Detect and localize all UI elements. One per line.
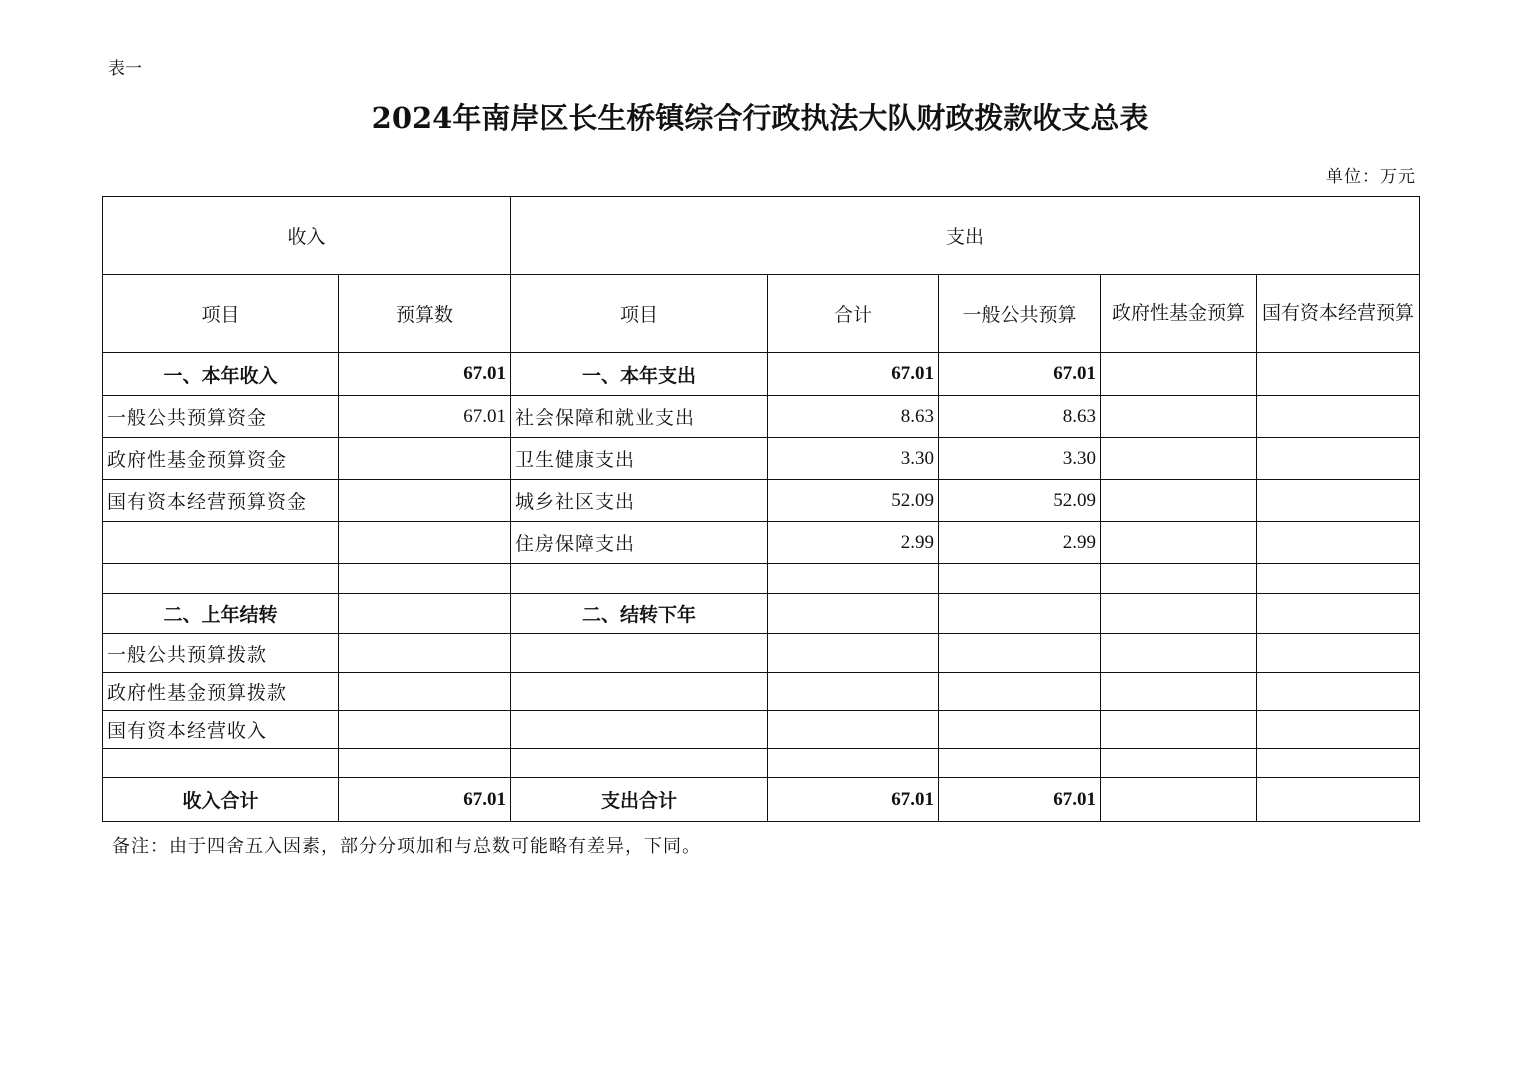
total-cell: 52.09 (768, 480, 939, 522)
gov-fund-cell (1101, 749, 1257, 778)
expense-item-cell: 住房保障支出 (511, 522, 768, 564)
income-value-cell (339, 749, 511, 778)
expense-header: 支出 (511, 197, 1420, 275)
state-capital-cell (1257, 711, 1420, 749)
expense-item-cell (511, 749, 768, 778)
general-public-cell (939, 711, 1101, 749)
gov-fund-cell (1101, 480, 1257, 522)
gov-fund-cell (1101, 634, 1257, 673)
income-item-header: 项目 (103, 275, 339, 353)
expense-item-cell: 一、本年支出 (511, 353, 768, 396)
income-value-cell: 67.01 (339, 353, 511, 396)
total-cell: 67.01 (768, 778, 939, 822)
state-capital-cell (1257, 438, 1420, 480)
table-row (103, 522, 1420, 564)
expense-item-cell: 二、结转下年 (511, 594, 768, 634)
general-public-cell (939, 594, 1101, 634)
expense-item-cell: 社会保障和就业支出 (511, 396, 768, 438)
general-public-cell: 2.99 (939, 522, 1101, 564)
table-row (103, 396, 1420, 438)
total-cell (768, 594, 939, 634)
page-title: 2024年南岸区长生桥镇综合行政执法大队财政拨款收支总表 (371, 101, 1149, 135)
gov-fund-cell (1101, 711, 1257, 749)
income-item-cell: 政府性基金预算拨款 (103, 673, 339, 711)
general-public-cell (939, 564, 1101, 594)
general-public-cell: 67.01 (939, 778, 1101, 822)
income-item-cell: 一、本年收入 (103, 353, 339, 396)
table-row (103, 634, 1420, 673)
income-budget-header: 预算数 (339, 275, 511, 353)
income-item-cell: 二、上年结转 (103, 594, 339, 634)
gov-fund-cell (1101, 673, 1257, 711)
table-row (103, 480, 1420, 522)
gov-fund-cell (1101, 353, 1257, 396)
income-value-cell: 67.01 (339, 778, 511, 822)
footnote: 备注：由于四舍五入因素，部分分项加和与总数可能略有差异，下同。 (112, 836, 701, 857)
state-capital-cell (1257, 594, 1420, 634)
income-item-cell: 国有资本经营收入 (103, 711, 339, 749)
header-row-columns (103, 275, 1420, 353)
expense-item-cell (511, 564, 768, 594)
income-header: 收入 (103, 197, 511, 275)
expense-item-cell: 支出合计 (511, 778, 768, 822)
income-value-cell (339, 480, 511, 522)
general-public-cell (939, 634, 1101, 673)
state-capital-header: 国有资本经营预算 (1257, 275, 1420, 353)
gov-fund-header: 政府性基金预算 (1101, 275, 1257, 353)
total-cell (768, 634, 939, 673)
total-cell: 3.30 (768, 438, 939, 480)
income-value-cell (339, 594, 511, 634)
general-public-cell: 3.30 (939, 438, 1101, 480)
gov-fund-cell (1101, 778, 1257, 822)
total-cell: 2.99 (768, 522, 939, 564)
gov-fund-cell (1101, 438, 1257, 480)
table-row (103, 778, 1420, 822)
state-capital-cell (1257, 564, 1420, 594)
gov-fund-cell (1101, 396, 1257, 438)
state-capital-cell (1257, 778, 1420, 822)
general-public-cell: 8.63 (939, 396, 1101, 438)
income-value-cell (339, 522, 511, 564)
table-label: 表一 (108, 59, 142, 79)
income-value-cell (339, 634, 511, 673)
total-cell (768, 711, 939, 749)
expense-item-cell: 卫生健康支出 (511, 438, 768, 480)
income-item-cell: 收入合计 (103, 778, 339, 822)
gov-fund-cell (1101, 522, 1257, 564)
income-item-cell: 国有资本经营预算资金 (103, 480, 339, 522)
income-item-cell: 一般公共预算资金 (103, 396, 339, 438)
unit-label: 单位：万元 (1326, 167, 1416, 187)
total-cell: 8.63 (768, 396, 939, 438)
total-header: 合计 (768, 275, 939, 353)
income-value-cell (339, 673, 511, 711)
total-cell: 67.01 (768, 353, 939, 396)
table-row (103, 594, 1420, 634)
state-capital-cell (1257, 673, 1420, 711)
expense-item-cell (511, 634, 768, 673)
income-item-cell (103, 564, 339, 594)
state-capital-cell (1257, 396, 1420, 438)
table-row (103, 673, 1420, 711)
income-value-cell (339, 711, 511, 749)
state-capital-cell (1257, 749, 1420, 778)
general-public-header: 一般公共预算 (939, 275, 1101, 353)
income-value-cell (339, 438, 511, 480)
expense-item-cell (511, 673, 768, 711)
table-row (103, 564, 1420, 594)
table-row (103, 438, 1420, 480)
budget-table (102, 196, 1420, 822)
state-capital-cell (1257, 480, 1420, 522)
income-item-cell: 一般公共预算拨款 (103, 634, 339, 673)
state-capital-cell (1257, 634, 1420, 673)
header-row-top (103, 197, 1420, 275)
income-item-cell (103, 522, 339, 564)
gov-fund-cell (1101, 594, 1257, 634)
income-item-cell (103, 749, 339, 778)
table-row (103, 749, 1420, 778)
expense-item-cell (511, 711, 768, 749)
general-public-cell (939, 673, 1101, 711)
table-row (103, 353, 1420, 396)
general-public-cell: 52.09 (939, 480, 1101, 522)
income-value-cell (339, 564, 511, 594)
gov-fund-cell (1101, 564, 1257, 594)
state-capital-cell (1257, 522, 1420, 564)
total-cell (768, 673, 939, 711)
expense-item-header: 项目 (511, 275, 768, 353)
total-cell (768, 564, 939, 594)
total-cell (768, 749, 939, 778)
state-capital-cell (1257, 353, 1420, 396)
income-item-cell: 政府性基金预算资金 (103, 438, 339, 480)
general-public-cell: 67.01 (939, 353, 1101, 396)
table-row (103, 711, 1420, 749)
income-value-cell: 67.01 (339, 396, 511, 438)
general-public-cell (939, 749, 1101, 778)
expense-item-cell: 城乡社区支出 (511, 480, 768, 522)
